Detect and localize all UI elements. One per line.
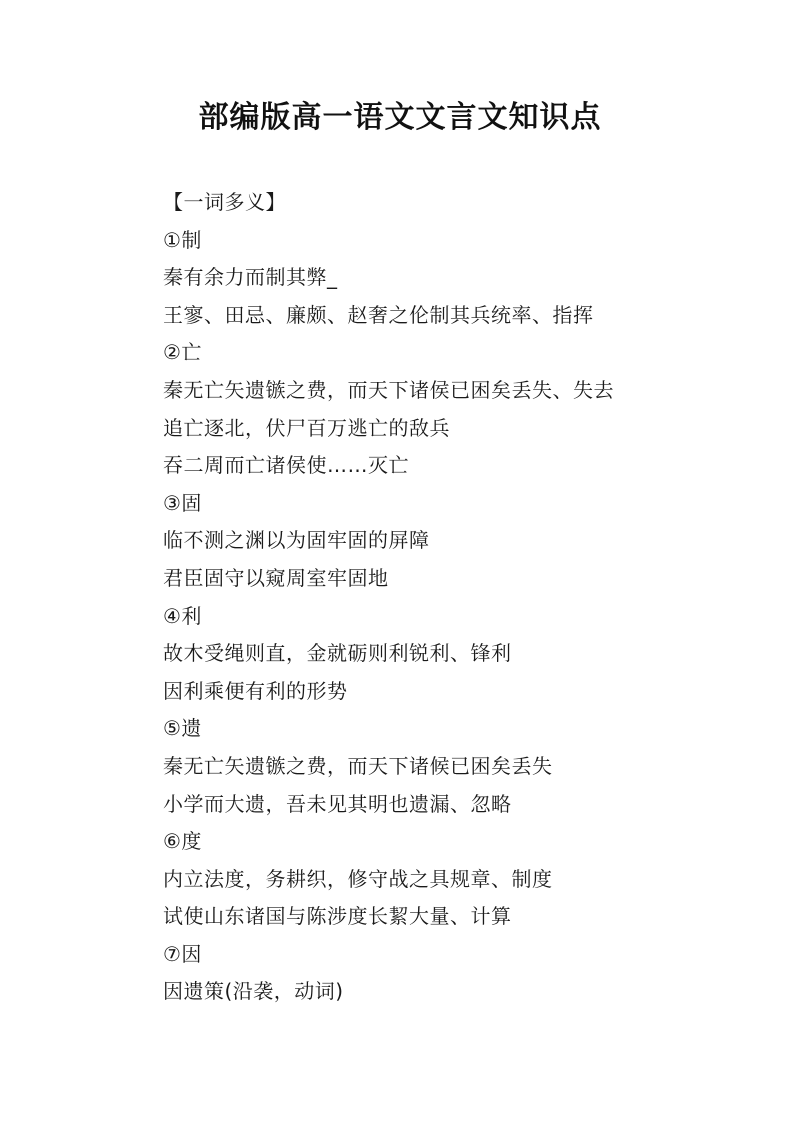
- example-line: 小学而大遗，吾未见其明也遗漏、忽略: [163, 791, 512, 816]
- example-line: 秦无亡矢遗镞之费，而天下诸候已困矣丢失: [163, 753, 553, 778]
- term-heading: ⑥度: [163, 829, 202, 854]
- example-line: 秦有余力而制其弊_: [163, 265, 338, 290]
- example-line: 临不测之渊以为固牢固的屏障: [163, 528, 430, 553]
- example-line: 故木受绳则直，金就砺则利锐利、锋利: [163, 641, 512, 666]
- term-heading: ③固: [163, 490, 202, 515]
- section-heading: 【一词多义】: [163, 190, 286, 214]
- term-heading: ⑤遗: [163, 716, 202, 741]
- example-line: 因遗策(沿袭，动词): [163, 979, 344, 1004]
- example-line: 试使山东诸国与陈涉度长絜大量、计算: [163, 904, 512, 929]
- term-heading: ⑦因: [163, 941, 202, 966]
- document-body: [163, 184, 763, 1011]
- example-line: 秦无亡矢遗镞之费，而天下诸侯已困矣丢失、失去: [163, 377, 614, 402]
- term-heading: ②亡: [163, 340, 202, 365]
- example-line: 因利乘便有利的形势: [163, 678, 348, 703]
- term-heading: ①制: [163, 227, 202, 252]
- example-line: 内立法度，务耕织，修守战之具规章、制度: [163, 866, 553, 891]
- example-line: 吞二周而亡诸侯使……灭亡: [163, 453, 409, 478]
- document-title: 部编版高一语文文言文知识点: [198, 100, 602, 135]
- example-line: 追亡逐北，伏尸百万逃亡的敌兵: [163, 415, 450, 440]
- example-line: 王寥、田忌、廉颇、赵奢之伦制其兵统率、指挥: [163, 302, 594, 327]
- term-heading: ④利: [163, 603, 202, 628]
- example-line: 君臣固守以窥周室牢固地: [163, 565, 389, 590]
